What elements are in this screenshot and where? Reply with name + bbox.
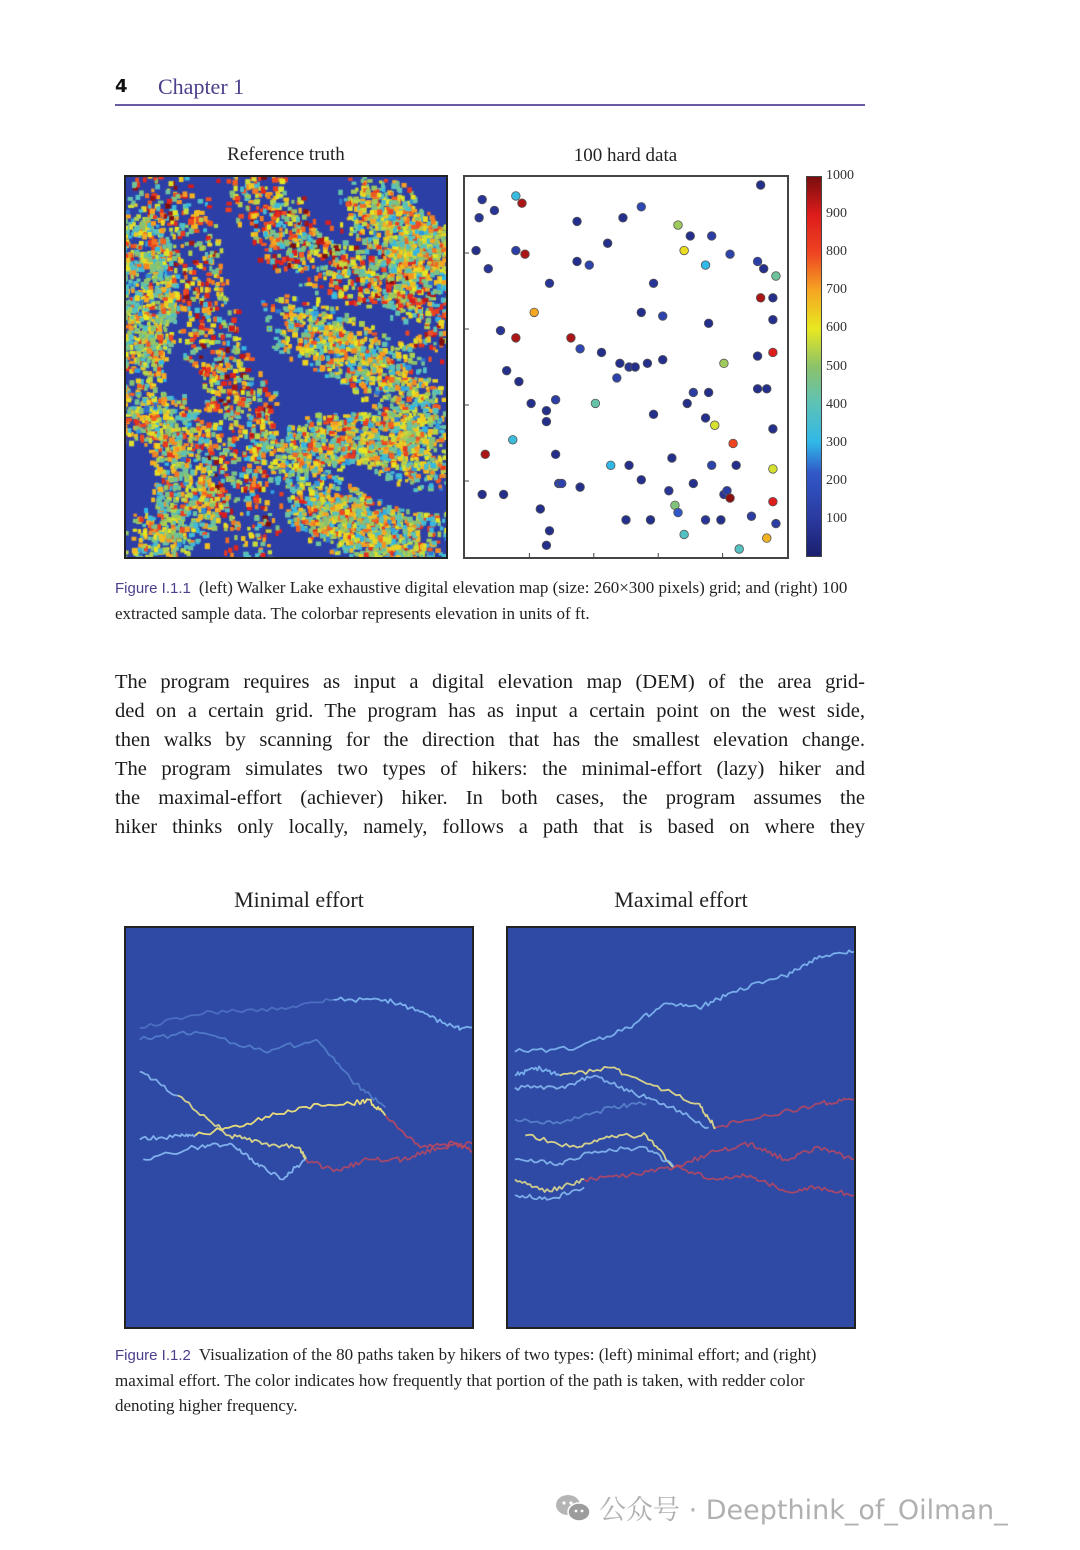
sample-point — [637, 476, 646, 485]
sample-point — [603, 239, 612, 248]
sample-point — [551, 395, 560, 404]
sample-point — [753, 257, 762, 266]
sample-point — [680, 530, 689, 539]
sample-point — [710, 421, 719, 430]
sample-point — [772, 519, 781, 528]
sample-point — [475, 213, 484, 222]
sample-point — [536, 505, 545, 514]
sample-point — [521, 250, 530, 259]
hiker-path-path-b — [140, 999, 334, 1028]
sample-point — [769, 425, 778, 434]
sample-point — [649, 410, 658, 419]
figure1-caption — [115, 575, 855, 626]
sample-point — [542, 417, 551, 426]
sample-point — [643, 359, 652, 368]
colorbar-tick-label: 400 — [826, 396, 847, 412]
sample-point — [735, 545, 744, 554]
sample-point — [729, 439, 738, 448]
sample-point — [625, 461, 634, 470]
sample-point — [512, 192, 521, 201]
sample-point — [769, 315, 778, 324]
sample-point — [518, 199, 527, 208]
sample-point — [704, 319, 713, 328]
sample-point — [668, 454, 677, 463]
sample-point — [683, 399, 692, 408]
reference-truth-heatmap — [124, 175, 448, 559]
sample-point — [527, 399, 536, 408]
colorbar-tick-label: 900 — [826, 206, 847, 222]
sample-point — [573, 217, 582, 226]
colorbar-tick-label: 200 — [826, 472, 847, 488]
hiker-path-path-c — [334, 997, 472, 1030]
sample-point — [756, 181, 765, 190]
sample-point — [701, 261, 710, 270]
watermark-text: 公众号 · Deepthink_of_Oilman_ — [599, 1495, 1008, 1526]
sample-point — [484, 264, 493, 273]
hiker-path-path-k — [515, 1187, 584, 1199]
sample-point — [701, 414, 710, 423]
sample-point — [637, 203, 646, 212]
sample-point — [551, 450, 560, 459]
sample-point — [707, 461, 716, 470]
figure2-caption-text: Visualization of the 80 paths taken by hikers of two types: (left) minimal effort; and (right) maximal effort. The color indicates how frequently that portion of the path is taken, with redder color denoting higher frequency. — [115, 1345, 817, 1415]
sample-point — [591, 399, 600, 408]
sample-point — [597, 348, 606, 357]
reference-truth-title: Reference truth — [227, 144, 345, 165]
minimal-effort-svg — [126, 928, 472, 1327]
figure1-caption-text: (left) Walker Lake exhaustive digital elevation map (size: 260×300 pixels) grid; and (right) 100 extracted sample data. The colorbar represents elevation in units of ft. — [115, 578, 848, 623]
sample-point — [717, 516, 726, 525]
sample-point — [613, 374, 622, 383]
maximal-effort-plot — [506, 926, 856, 1329]
sample-point — [637, 308, 646, 317]
sample-point — [576, 483, 585, 492]
hiker-path-path-a — [515, 950, 854, 1052]
sample-point — [686, 232, 695, 241]
figure1-label: Figure I.1.1 — [115, 580, 191, 597]
chapter-title: Chapter 1 — [158, 74, 245, 99]
sample-point — [530, 308, 539, 317]
elevation-heatmap-canvas — [126, 177, 446, 557]
scatter-svg — [463, 175, 789, 559]
sample-point — [542, 406, 551, 415]
hiker-path-path-f — [195, 1099, 385, 1135]
sample-point — [707, 232, 716, 241]
sample-point — [619, 213, 628, 222]
hiker-path-path-l — [584, 1166, 854, 1196]
sample-point — [631, 363, 640, 372]
minimal-effort-title: Minimal effort — [234, 887, 364, 912]
sample-point — [478, 490, 487, 499]
colorbar-tick-label: 500 — [826, 358, 847, 374]
maximal-effort-svg — [508, 928, 854, 1327]
colorbar-tick-label: 800 — [826, 244, 847, 260]
sample-point — [512, 334, 521, 343]
sample-point — [481, 450, 490, 459]
sample-point — [585, 261, 594, 270]
hiker-path-path-d — [140, 1072, 178, 1096]
colorbar-tick-label: 1000 — [826, 168, 854, 183]
sample-point — [726, 494, 735, 503]
sample-point — [573, 257, 582, 266]
sample-point — [762, 385, 771, 394]
sample-point — [472, 246, 481, 255]
hiker-path-path-h — [515, 1147, 674, 1168]
hiker-path-path-i — [674, 1142, 854, 1167]
body-line: then walks by scanning for the direction that has the smallest elevation change. — [115, 729, 865, 751]
sample-point — [720, 359, 729, 368]
sample-point — [616, 359, 625, 368]
sample-point — [496, 326, 505, 335]
sample-point — [665, 486, 674, 495]
sample-point — [762, 534, 771, 543]
hiker-path-path-i — [143, 1143, 306, 1179]
sample-point — [732, 461, 741, 470]
sample-point — [542, 541, 551, 550]
hiker-path-path-h — [140, 1134, 195, 1140]
sample-point — [606, 461, 615, 470]
maximal-effort-title: Maximal effort — [614, 887, 748, 912]
sample-point — [545, 279, 554, 288]
body-paragraph — [115, 668, 865, 842]
minimal-effort-plot — [124, 926, 474, 1329]
page-number: 4 — [115, 76, 128, 97]
sample-point — [674, 508, 683, 517]
figure2-caption — [115, 1342, 855, 1418]
sample-point — [490, 206, 499, 215]
sample-point — [478, 195, 487, 204]
sample-point — [649, 279, 658, 288]
hiker-path-path-g — [386, 1116, 473, 1152]
sample-point — [704, 388, 713, 397]
wechat-icon — [555, 1493, 591, 1523]
sample-point — [658, 355, 667, 364]
sample-point — [753, 385, 762, 394]
sample-point — [726, 250, 735, 259]
sample-point — [756, 294, 765, 303]
hiker-path-path-e — [716, 1099, 854, 1128]
sample-point — [576, 345, 585, 354]
sample-point — [512, 246, 521, 255]
hiker-path-path-f — [515, 1102, 647, 1124]
hiker-path-path-b — [515, 1066, 560, 1075]
sample-point — [753, 352, 762, 361]
sample-point — [508, 436, 517, 445]
hiker-path-path-g — [525, 1133, 674, 1167]
sample-point — [545, 527, 554, 536]
sample-point — [557, 479, 566, 488]
hard-data-scatter — [463, 175, 789, 559]
sample-point — [747, 512, 756, 521]
sample-point — [567, 334, 576, 343]
sample-point — [772, 272, 781, 281]
colorbar-tick-label: 300 — [826, 434, 847, 450]
sample-point — [759, 264, 768, 273]
sample-point — [701, 516, 710, 525]
sample-point — [680, 246, 689, 255]
sample-point — [769, 294, 778, 303]
body-line: The program simulates two types of hikers: the minimal-effort (lazy) hiker and — [115, 758, 865, 780]
hard-data-title: 100 hard data — [573, 145, 678, 166]
colorbar-tick-label: 700 — [826, 282, 847, 298]
sample-point — [689, 388, 698, 397]
body-line: The program requires as input a digital elevation map (DEM) of the area grid- — [115, 671, 865, 693]
sample-point — [622, 516, 631, 525]
sample-point — [769, 465, 778, 474]
body-line: ded on a certain grid. The program has as input a certain point on the west side, — [115, 700, 865, 722]
sample-point — [515, 377, 524, 386]
body-line: hiker thinks only locally, namely, follows a path that is based on where they — [115, 816, 865, 838]
sample-point — [646, 516, 655, 525]
watermark — [555, 1488, 1008, 1527]
hiker-path-path-d — [515, 1076, 709, 1129]
colorbar-tick-label: 600 — [826, 320, 847, 336]
body-line: the maximal-effort (achiever) hiker. In both cases, the program assumes the — [115, 787, 865, 809]
sample-point — [769, 497, 778, 506]
figure2-label: Figure I.1.2 — [115, 1347, 191, 1364]
sample-point — [658, 312, 667, 321]
colorbar-tick-label: 100 — [826, 510, 847, 526]
sample-point — [769, 348, 778, 357]
running-header — [115, 74, 865, 106]
sample-point — [674, 221, 683, 230]
sample-point — [689, 479, 698, 488]
sample-point — [502, 366, 511, 375]
sample-point — [499, 490, 508, 499]
colorbar — [806, 176, 822, 557]
